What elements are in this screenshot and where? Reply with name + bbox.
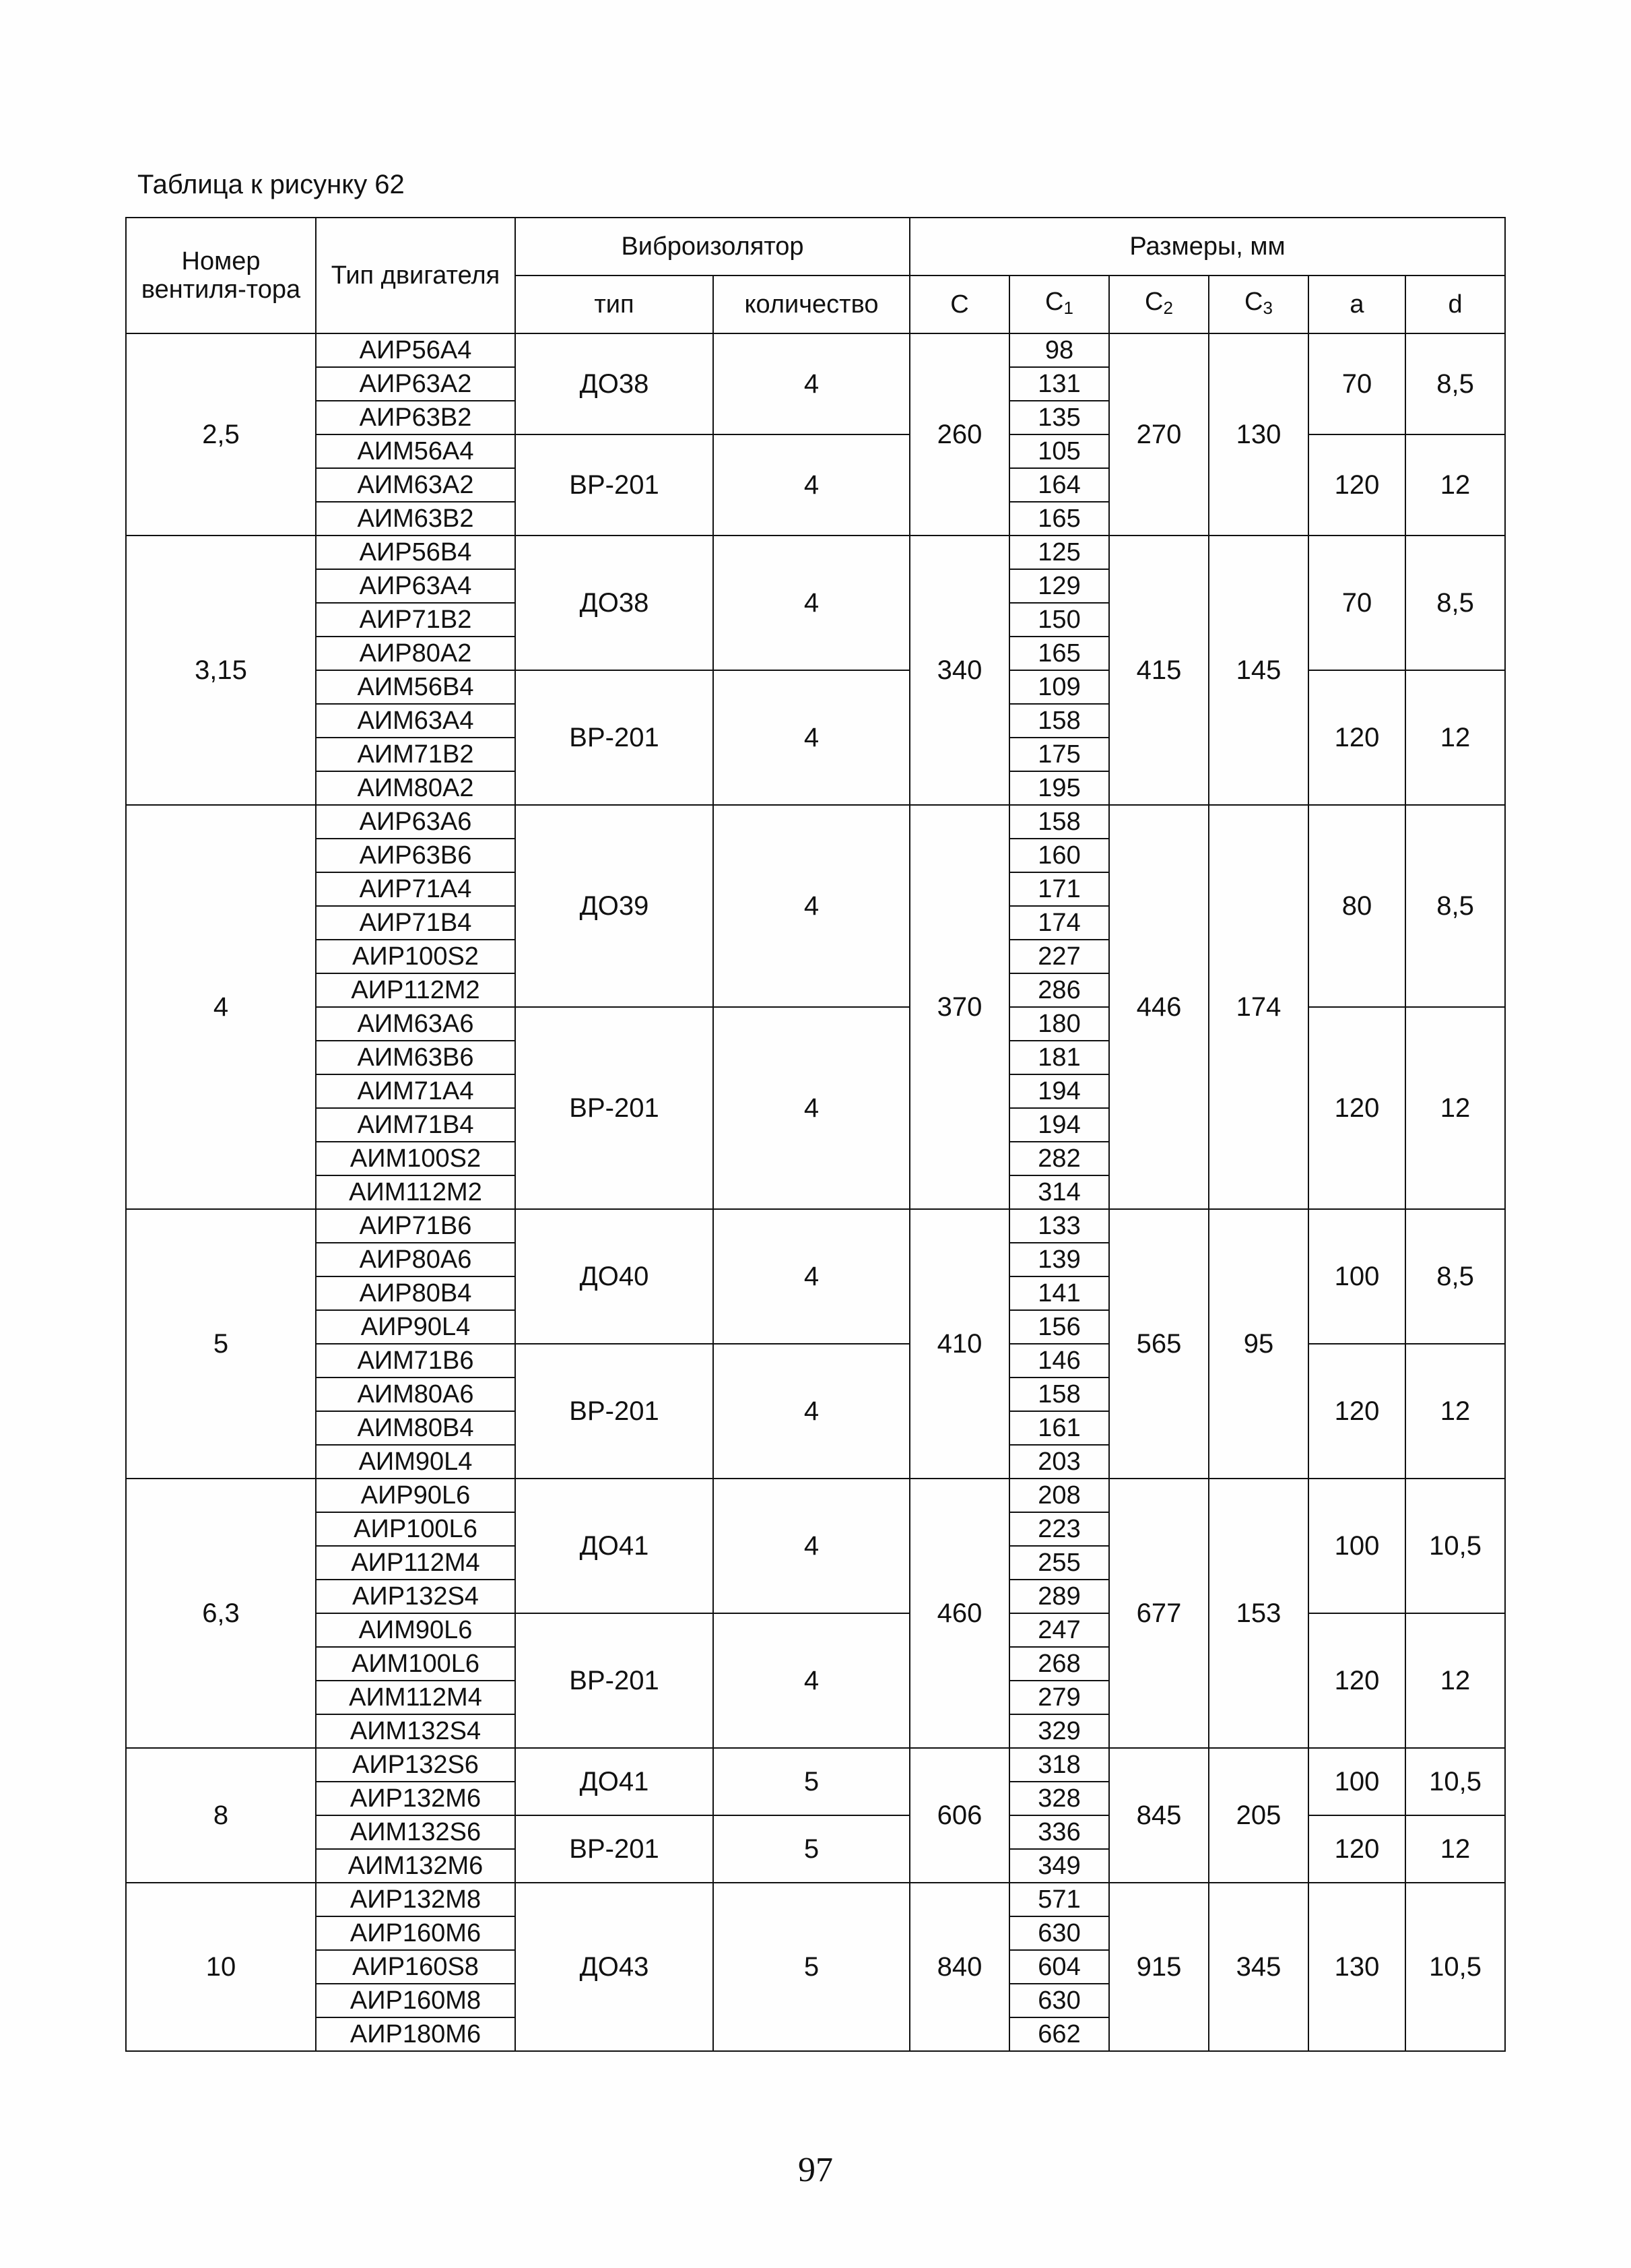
motor-type-cell: АИР132S6 (316, 1748, 515, 1782)
header-dimensions: Размеры, мм (910, 218, 1505, 276)
dimension-c3-cell: 130 (1209, 333, 1308, 536)
dimension-c-cell: 460 (910, 1479, 1009, 1748)
dimension-c3-cell: 153 (1209, 1479, 1308, 1748)
motor-type-cell: АИМ63А6 (316, 1007, 515, 1041)
motor-type-cell: АИР112М2 (316, 973, 515, 1007)
dimension-c1-cell: 208 (1009, 1479, 1109, 1512)
dimension-c1-cell: 630 (1009, 1984, 1109, 2017)
isolator-type-cell: ВР-201 (515, 1344, 713, 1479)
dimension-c1-cell: 129 (1009, 569, 1109, 603)
dimension-a-cell: 100 (1308, 1479, 1405, 1613)
isolator-count-cell: 4 (713, 536, 910, 670)
dimension-d-cell: 12 (1405, 1815, 1505, 1883)
motor-type-cell: АИР160М8 (316, 1984, 515, 2017)
dimension-c-cell: 340 (910, 536, 1009, 805)
header-c2: $C_2$ (1109, 276, 1209, 333)
motor-type-cell: АИР63А2 (316, 367, 515, 401)
header-c: C (910, 276, 1009, 333)
dimension-a-cell: 120 (1308, 1815, 1405, 1883)
dimension-c1-cell: 158 (1009, 805, 1109, 839)
isolator-count-cell: 4 (713, 434, 910, 536)
motor-type-cell: АИМ56А4 (316, 434, 515, 468)
dimension-c1-cell: 289 (1009, 1580, 1109, 1613)
motor-type-cell: АИР63А6 (316, 805, 515, 839)
motor-type-cell: АИМ80А2 (316, 771, 515, 805)
motor-type-cell: АИР160М6 (316, 1916, 515, 1950)
dimension-c1-cell: 158 (1009, 704, 1109, 738)
motor-type-cell: АИР180М6 (316, 2017, 515, 2051)
motor-type-cell: АИМ63В6 (316, 1041, 515, 1074)
motor-type-cell: АИМ132S6 (316, 1815, 515, 1849)
motor-type-cell: АИР90L4 (316, 1310, 515, 1344)
motor-type-cell: АИР132М8 (316, 1883, 515, 1916)
header-motor-type: Тип двигателя (316, 218, 515, 333)
dimension-c1-cell: 195 (1009, 771, 1109, 805)
motor-type-cell: АИМ71А4 (316, 1074, 515, 1108)
motor-type-cell: АИР56В4 (316, 536, 515, 569)
fan-number-cell: 3,15 (126, 536, 316, 805)
table-caption: Таблица к рисунку 62 (137, 170, 405, 199)
isolator-count-cell: 4 (713, 1344, 910, 1479)
dimension-d-cell: 12 (1405, 1344, 1505, 1479)
motor-type-cell: АИР63В6 (316, 839, 515, 872)
isolator-type-cell: ВР-201 (515, 1007, 713, 1209)
dimension-c2-cell: 270 (1109, 333, 1209, 536)
dimension-c1-cell: 171 (1009, 872, 1109, 906)
motor-type-cell: АИР63В2 (316, 401, 515, 434)
motor-type-cell: АИР71В4 (316, 906, 515, 940)
dimension-c3-cell: 345 (1209, 1883, 1308, 2051)
dimension-c1-cell: 125 (1009, 536, 1109, 569)
dimension-c-cell: 606 (910, 1748, 1009, 1883)
motor-type-cell: АИР132М6 (316, 1782, 515, 1815)
dimension-c-cell: 260 (910, 333, 1009, 536)
isolator-count-cell: 5 (713, 1883, 910, 2051)
motor-type-cell: АИР160S8 (316, 1950, 515, 1984)
isolator-count-cell: 4 (713, 670, 910, 805)
isolator-count-cell: 4 (713, 805, 910, 1007)
isolator-type-cell: ДО39 (515, 805, 713, 1007)
dimension-c1-cell: 139 (1009, 1243, 1109, 1276)
fan-number-cell: 4 (126, 805, 316, 1209)
isolator-count-cell: 4 (713, 333, 910, 434)
motor-type-cell: АИР71А4 (316, 872, 515, 906)
dimension-c1-cell: 223 (1009, 1512, 1109, 1546)
dimension-d-cell: 8,5 (1405, 805, 1505, 1007)
isolator-type-cell: ДО41 (515, 1748, 713, 1815)
isolator-type-cell: ВР-201 (515, 670, 713, 805)
dimension-d-cell: 12 (1405, 1613, 1505, 1748)
dimension-c1-cell: 133 (1009, 1209, 1109, 1243)
dimension-d-cell: 8,5 (1405, 1209, 1505, 1344)
dimension-c1-cell: 160 (1009, 839, 1109, 872)
motor-type-cell: АИР90L6 (316, 1479, 515, 1512)
dimension-a-cell: 120 (1308, 670, 1405, 805)
header-a: a (1308, 276, 1405, 333)
dimension-a-cell: 120 (1308, 1344, 1405, 1479)
dimension-c1-cell: 329 (1009, 1714, 1109, 1748)
dimension-c1-cell: 227 (1009, 940, 1109, 973)
dimension-c1-cell: 314 (1009, 1175, 1109, 1209)
header-c1: $C_1$ (1009, 276, 1109, 333)
dimension-c1-cell: 141 (1009, 1276, 1109, 1310)
dimension-c1-cell: 318 (1009, 1748, 1109, 1782)
motor-type-cell: АИР71В6 (316, 1209, 515, 1243)
motor-type-cell: АИМ100L6 (316, 1647, 515, 1681)
dimension-a-cell: 70 (1308, 333, 1405, 434)
table-row (126, 1209, 1505, 1243)
dimension-c1-cell: 109 (1009, 670, 1109, 704)
dimension-d-cell: 10,5 (1405, 1883, 1505, 2051)
isolator-type-cell: ДО38 (515, 333, 713, 434)
dimension-c1-cell: 161 (1009, 1411, 1109, 1445)
dimension-c-cell: 410 (910, 1209, 1009, 1479)
dimension-a-cell: 120 (1308, 1007, 1405, 1209)
dimension-c3-cell: 174 (1209, 805, 1308, 1209)
dimension-c1-cell: 135 (1009, 401, 1109, 434)
isolator-count-cell: 4 (713, 1007, 910, 1209)
dimension-c2-cell: 845 (1109, 1748, 1209, 1883)
motor-type-cell: АИР80А6 (316, 1243, 515, 1276)
motor-type-cell: АИМ56В4 (316, 670, 515, 704)
dimension-c1-cell: 268 (1009, 1647, 1109, 1681)
header-d: d (1405, 276, 1505, 333)
isolator-type-cell: ДО41 (515, 1479, 713, 1613)
dimension-c1-cell: 158 (1009, 1378, 1109, 1411)
motor-type-cell: АИР63А4 (316, 569, 515, 603)
dimension-c1-cell: 571 (1009, 1883, 1109, 1916)
dimension-d-cell: 10,5 (1405, 1479, 1505, 1613)
header-c3: $C_3$ (1209, 276, 1308, 333)
isolator-count-cell: 4 (713, 1479, 910, 1613)
motor-type-cell: АИМ112М4 (316, 1681, 515, 1714)
isolator-type-cell: ВР-201 (515, 1815, 713, 1883)
isolator-type-cell: ДО40 (515, 1209, 713, 1344)
dimension-c1-cell: 203 (1009, 1445, 1109, 1479)
motor-type-cell: АИМ100S2 (316, 1142, 515, 1175)
dimension-d-cell: 12 (1405, 670, 1505, 805)
header-isolator-type: тип (515, 276, 713, 333)
dimension-c1-cell: 604 (1009, 1950, 1109, 1984)
dimension-c-cell: 370 (910, 805, 1009, 1209)
dimension-c1-cell: 174 (1009, 906, 1109, 940)
dimension-d-cell: 8,5 (1405, 536, 1505, 670)
page-number: 97 (798, 2151, 833, 2189)
motor-type-cell: АИР71В2 (316, 603, 515, 637)
dimension-a-cell: 120 (1308, 434, 1405, 536)
dimension-c1-cell: 286 (1009, 973, 1109, 1007)
dimension-c1-cell: 146 (1009, 1344, 1109, 1378)
motor-type-cell: АИМ71В6 (316, 1344, 515, 1378)
dimension-c1-cell: 165 (1009, 502, 1109, 536)
table-row (126, 1479, 1505, 1512)
table-body (126, 333, 1505, 2051)
header-fan-number: Номер вентиля-тора (126, 218, 316, 333)
dimension-c1-cell: 181 (1009, 1041, 1109, 1074)
fan-number-cell: 8 (126, 1748, 316, 1883)
dimension-c1-cell: 164 (1009, 468, 1109, 502)
dimension-d-cell: 10,5 (1405, 1748, 1505, 1815)
dimension-c1-cell: 194 (1009, 1108, 1109, 1142)
dimension-c1-cell: 255 (1009, 1546, 1109, 1580)
motor-type-cell: АИМ80А6 (316, 1378, 515, 1411)
dimension-c1-cell: 165 (1009, 637, 1109, 670)
motor-type-cell: АИР80В4 (316, 1276, 515, 1310)
dimension-c1-cell: 336 (1009, 1815, 1109, 1849)
table-row (126, 1883, 1505, 1916)
motor-type-cell: АИР132S4 (316, 1580, 515, 1613)
motor-type-cell: АИМ71В4 (316, 1108, 515, 1142)
dimension-c1-cell: 349 (1009, 1849, 1109, 1883)
motor-type-cell: АИМ71В2 (316, 738, 515, 771)
dimension-c1-cell: 279 (1009, 1681, 1109, 1714)
spec-table (125, 217, 1506, 2052)
dimension-c1-cell: 105 (1009, 434, 1109, 468)
fan-number-cell: 10 (126, 1883, 316, 2051)
dimension-d-cell: 8,5 (1405, 333, 1505, 434)
motor-type-cell: АИР56А4 (316, 333, 515, 367)
dimension-c3-cell: 145 (1209, 536, 1308, 805)
motor-type-cell: АИМ63А4 (316, 704, 515, 738)
dimension-c2-cell: 677 (1109, 1479, 1209, 1748)
motor-type-cell: АИР112М4 (316, 1546, 515, 1580)
dimension-a-cell: 80 (1308, 805, 1405, 1007)
motor-type-cell: АИМ63А2 (316, 468, 515, 502)
dimension-c1-cell: 247 (1009, 1613, 1109, 1647)
motor-type-cell: АИМ132S4 (316, 1714, 515, 1748)
dimension-a-cell: 120 (1308, 1613, 1405, 1748)
dimension-a-cell: 70 (1308, 536, 1405, 670)
isolator-count-cell: 5 (713, 1815, 910, 1883)
isolator-type-cell: ВР-201 (515, 1613, 713, 1748)
dimension-c1-cell: 156 (1009, 1310, 1109, 1344)
dimension-c3-cell: 205 (1209, 1748, 1308, 1883)
dimension-c1-cell: 131 (1009, 367, 1109, 401)
dimension-c1-cell: 630 (1009, 1916, 1109, 1950)
dimension-c1-cell: 150 (1009, 603, 1109, 637)
motor-type-cell: АИР100S2 (316, 940, 515, 973)
motor-type-cell: АИМ63В2 (316, 502, 515, 536)
motor-type-cell: АИМ90L6 (316, 1613, 515, 1647)
motor-type-cell: АИМ132М6 (316, 1849, 515, 1883)
isolator-count-cell: 4 (713, 1209, 910, 1344)
isolator-type-cell: ВР-201 (515, 434, 713, 536)
dimension-c-cell: 840 (910, 1883, 1009, 2051)
isolator-type-cell: ДО38 (515, 536, 713, 670)
dimension-d-cell: 12 (1405, 434, 1505, 536)
dimension-c2-cell: 415 (1109, 536, 1209, 805)
dimension-d-cell: 12 (1405, 1007, 1505, 1209)
header-isolator: Виброизолятор (515, 218, 910, 276)
dimension-c1-cell: 180 (1009, 1007, 1109, 1041)
motor-type-cell: АИМ80В4 (316, 1411, 515, 1445)
dimension-c2-cell: 565 (1109, 1209, 1209, 1479)
motor-type-cell: АИМ90L4 (316, 1445, 515, 1479)
header-isolator-count: количество (713, 276, 910, 333)
table-row (126, 536, 1505, 569)
motor-type-cell: АИР80А2 (316, 637, 515, 670)
table-row (126, 333, 1505, 367)
table-row (126, 1748, 1505, 1782)
dimension-c2-cell: 915 (1109, 1883, 1209, 2051)
fan-number-cell: 6,3 (126, 1479, 316, 1748)
motor-type-cell: АИР100L6 (316, 1512, 515, 1546)
fan-number-cell: 2,5 (126, 333, 316, 536)
dimension-c2-cell: 446 (1109, 805, 1209, 1209)
dimension-c1-cell: 282 (1009, 1142, 1109, 1175)
dimension-a-cell: 100 (1308, 1209, 1405, 1344)
dimension-c1-cell: 98 (1009, 333, 1109, 367)
dimension-c3-cell: 95 (1209, 1209, 1308, 1479)
dimension-c1-cell: 662 (1009, 2017, 1109, 2051)
dimension-c1-cell: 175 (1009, 738, 1109, 771)
isolator-count-cell: 4 (713, 1613, 910, 1748)
fan-number-cell: 5 (126, 1209, 316, 1479)
dimension-a-cell: 100 (1308, 1748, 1405, 1815)
isolator-type-cell: ДО43 (515, 1883, 713, 2051)
motor-type-cell: АИМ112М2 (316, 1175, 515, 1209)
dimension-c1-cell: 328 (1009, 1782, 1109, 1815)
table-row (126, 805, 1505, 839)
dimension-c1-cell: 194 (1009, 1074, 1109, 1108)
isolator-count-cell: 5 (713, 1748, 910, 1815)
dimension-a-cell: 130 (1308, 1883, 1405, 2051)
